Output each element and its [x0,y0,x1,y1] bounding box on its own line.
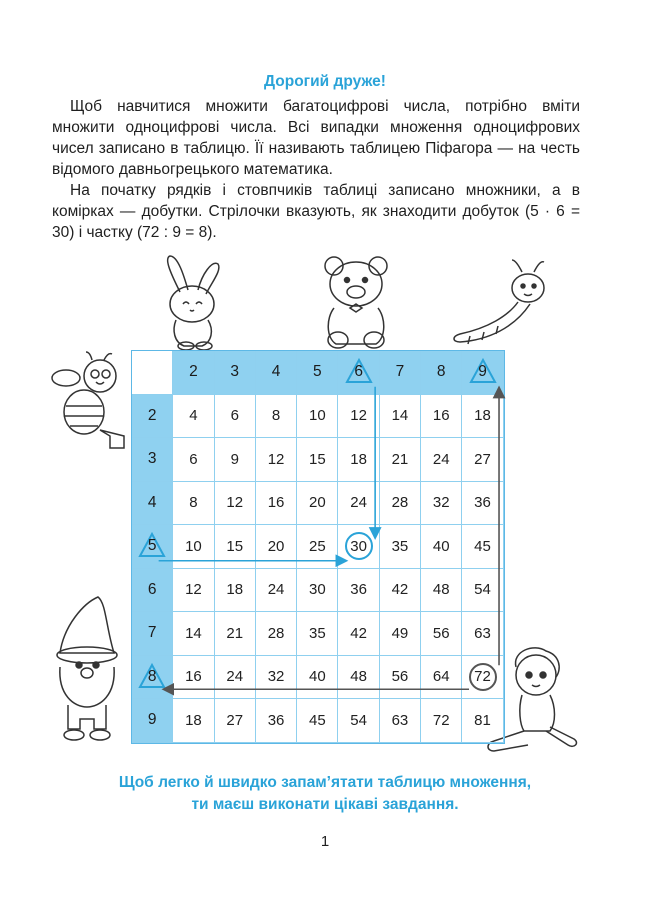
table-cell-value: 24 [226,668,244,686]
column-header-6-value: 6 [354,363,363,381]
row-header-4 [132,482,173,526]
table-cell-value: 56 [391,668,409,686]
table-cell [256,438,297,482]
table-cell-value: 6 [189,450,198,468]
table-cell-value: 16 [267,494,285,512]
table-cell [421,395,462,439]
table-cell [462,569,503,613]
table-cell [256,699,297,743]
table-cell-value: 35 [391,537,409,555]
table-cell-value: 6 [230,407,239,425]
table-cell [215,656,256,700]
table-cell [297,438,338,482]
table-cell-value: 35 [308,624,326,642]
table-cell [173,525,214,569]
table-cell [297,699,338,743]
table-cell-value: 12 [185,581,202,599]
table-cell [297,482,338,526]
table-cell [215,525,256,569]
table-cell [297,612,338,656]
table-cell-value: 63 [391,711,409,729]
footer-note-line-1: Щоб легко й швидко запам’ятати таблицю множення, [118,774,532,791]
column-header-9-value: 9 [478,363,487,381]
table-cell [297,569,338,613]
table-cell [462,612,503,656]
column-header-6 [338,351,379,395]
table-cell-value: 28 [391,494,409,512]
page-number: 1 [320,833,330,850]
table-cell-value: 21 [391,450,409,468]
table-cell [462,525,503,569]
table-cell-value: 8 [271,407,281,425]
table-cell-value: 18 [350,450,367,468]
table-cell-value: 30 [308,581,326,599]
column-header-7-value: 7 [395,363,405,381]
table-cell [256,569,297,613]
table-corner-cell [132,351,173,395]
table-cell [297,656,338,700]
table-cell-value: 42 [350,624,367,642]
table-cell [173,656,214,700]
table-cell [215,699,256,743]
table-cell [173,612,214,656]
multiplication-table [131,350,505,744]
bunny-illustration [150,252,230,352]
row-header-6-value: 6 [147,580,157,598]
row-header-9-value: 9 [147,711,157,729]
table-cell [338,438,379,482]
table-cell [215,612,256,656]
table-cell [256,612,297,656]
table-cell [380,699,421,743]
table-cell-value: 45 [308,711,326,729]
row-header-9 [132,699,173,743]
table-cell-value: 18 [226,581,244,599]
row-header-8 [132,656,173,700]
table-cell [297,525,338,569]
table-cell [215,569,256,613]
caterpillar-illustration [448,256,558,348]
table-cell [338,656,379,700]
table-cell-value: 36 [350,581,367,599]
table-cell [173,569,214,613]
table-cell [421,525,462,569]
table-cell-value: 49 [391,624,409,642]
table-cell-value: 18 [185,711,202,729]
column-header-9 [462,351,503,395]
row-header-8-value: 8 [147,667,157,685]
column-header-3 [215,351,256,395]
table-cell-value: 14 [391,407,409,425]
table-cell [421,612,462,656]
table-cell [215,395,256,439]
table-cell-value: 30 [350,537,367,555]
table-cell-value: 20 [308,494,326,512]
table-cell [462,699,503,743]
table-cell [338,395,379,439]
table-cell-value: 24 [267,581,285,599]
table-cell [338,699,379,743]
table-cell [421,699,462,743]
table-cell-value: 16 [185,668,202,686]
table-cell-value: 64 [432,668,450,686]
table-cell [421,482,462,526]
table-cell-value: 15 [226,537,244,555]
table-cell [462,395,503,439]
table-cell-value: 72 [432,711,450,729]
table-cell-value: 10 [185,537,202,555]
table-cell-value: 20 [267,537,285,555]
dividend-cell-highlighted [462,656,503,700]
table-cell-value: 42 [391,581,409,599]
intro-paragraph-2: На початку рядків і стовпчиків таблиці записано множники, а в комірках — добутки. Стрілочки вказують, як знаходити добуток (5 · 6 = 30) і частку (72 : 9 = 8). [52,182,580,241]
table-cell [380,438,421,482]
table-cell [256,525,297,569]
table-cell-value: 40 [308,668,326,686]
intro-text [52,96,580,243]
bee-illustration [44,350,130,450]
table-cell-value: 18 [474,407,491,425]
table-cell-value: 8 [189,494,198,512]
column-header-3-value: 3 [230,363,240,381]
table-cell [338,482,379,526]
table-cell-value: 63 [474,624,491,642]
column-header-7 [380,351,421,395]
table-cell-value: 81 [474,711,491,729]
table-cell [462,482,503,526]
table-cell-value: 45 [474,537,491,555]
table-cell-value: 28 [267,624,285,642]
table-cell-value: 36 [474,494,491,512]
table-cell-value: 56 [432,624,450,642]
table-cell-value: 24 [432,450,450,468]
table-cell-value: 25 [308,537,326,555]
table-cell-value: 15 [308,450,326,468]
table-cell [421,656,462,700]
intro-paragraph-1: Щоб навчитися множити багатоцифрові числа, потрібно вміти множити одноцифрові числа. Всі випадки множення одноцифрових чисел записано в таблицю. Її називають таблицею Піфагора — на честь відомого давньогрецького математика. [52,98,580,178]
table-cell [173,438,214,482]
table-cell [297,395,338,439]
table-cell-value: 24 [350,494,367,512]
table-cell-value: 12 [267,450,285,468]
table-cell-value: 32 [267,668,285,686]
table-cell-value: 10 [308,407,326,425]
column-header-4 [256,351,297,395]
table-cell-value: 72 [474,668,491,686]
column-header-5 [297,351,338,395]
row-header-3-value: 3 [147,450,157,468]
table-cell-value: 54 [474,581,491,599]
table-cell [256,656,297,700]
table-cell [338,569,379,613]
table-cell [256,482,297,526]
table-cell [462,438,503,482]
footer-note-line-2: ти маєш виконати цікаві завдання. [191,796,459,813]
table-cell-value: 4 [189,407,198,425]
product-cell-highlighted [338,525,379,569]
column-header-8-value: 8 [436,363,446,381]
table-cell-value: 27 [474,450,491,468]
column-header-2 [173,351,214,395]
teddy-bear-illustration [316,252,396,352]
column-header-8 [421,351,462,395]
row-header-4-value: 4 [147,493,157,511]
table-cell-value: 48 [350,668,367,686]
table-cell [380,525,421,569]
page-heading: Дорогий друже! [264,73,386,90]
table-cell [421,438,462,482]
row-header-6 [132,569,173,613]
table-cell-value: 9 [230,450,239,468]
table-cell [215,482,256,526]
table-cell [380,482,421,526]
row-header-2 [132,395,173,439]
table-cell-value: 40 [432,537,450,555]
table-cell [173,395,214,439]
table-cell-value: 16 [432,407,450,425]
row-header-2-value: 2 [147,406,157,424]
table-cell-value: 27 [226,711,244,729]
row-header-7-value: 7 [147,624,157,642]
table-cell [380,612,421,656]
table-cell [215,438,256,482]
table-cell [173,482,214,526]
table-cell-value: 48 [432,581,450,599]
table-cell [380,569,421,613]
column-header-5-value: 5 [313,363,322,381]
row-header-7 [132,612,173,656]
footer-note [0,772,650,816]
table-cell [338,612,379,656]
column-header-2-value: 2 [189,363,198,381]
row-header-5-value: 5 [147,537,157,555]
table-cell-value: 32 [432,494,450,512]
table-cell [421,569,462,613]
column-header-4-value: 4 [271,363,281,381]
row-header-5 [132,525,173,569]
table-cell-value: 36 [267,711,285,729]
table-cell [380,656,421,700]
table-cell-value: 21 [226,624,244,642]
table-cell-value: 14 [185,624,202,642]
gnome-illustration [44,595,130,745]
table-cell-value: 12 [226,494,244,512]
table-cell [173,699,214,743]
table-cell-value: 54 [350,711,367,729]
row-header-3 [132,438,173,482]
table-cell [380,395,421,439]
table-cell-value: 12 [350,407,367,425]
table-cell [256,395,297,439]
